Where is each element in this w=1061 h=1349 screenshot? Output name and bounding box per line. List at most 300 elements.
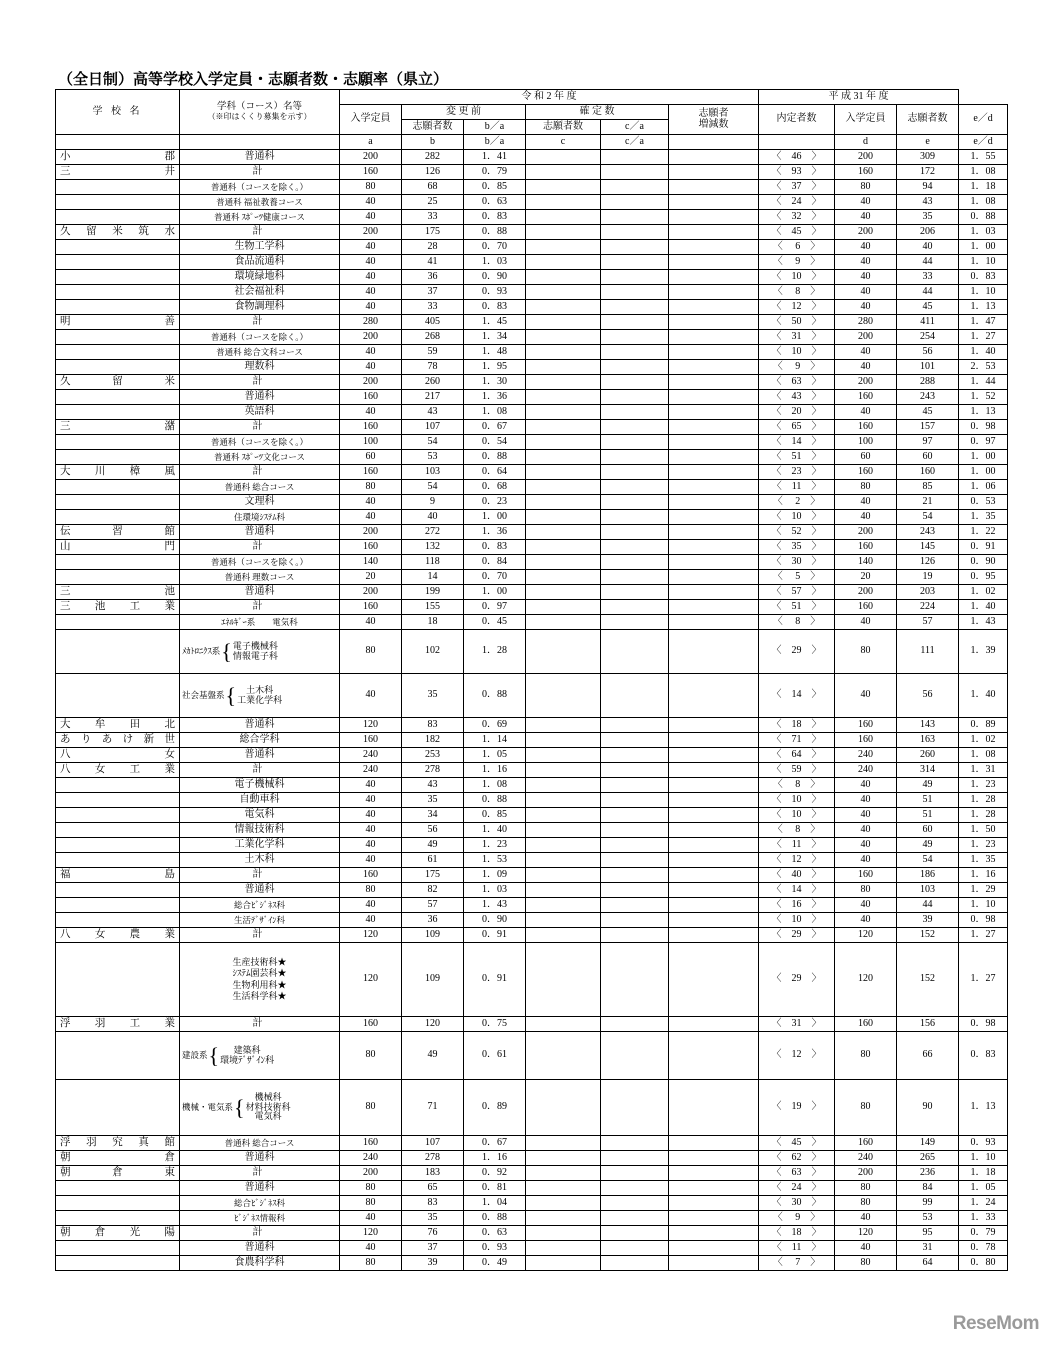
table-row [56,600,1008,615]
cell-naitei: 〈 14 〉 [759,435,835,450]
cell-teiin-r2: 160 [340,600,402,615]
school-name-cell [56,450,180,465]
cell-naitei: 〈 14 〉 [759,674,835,718]
school-name-cell [56,733,180,748]
cell-ratio-ba: 1．43 [464,898,526,913]
cell-teiin-r2: 40 [340,778,402,793]
cell-ratio-ed: 1．23 [959,838,1008,853]
header-ba: b／a [464,120,526,135]
cell-ratio-ca [601,450,669,465]
school-name-cell [56,360,180,375]
course-name-cell: 普通科（コースを除く。） [180,435,340,450]
cell-shigan-c [526,718,601,733]
cell-ratio-ed: 1．28 [959,808,1008,823]
cell-ratio-ed: 1．02 [959,585,1008,600]
cell-naitei: 〈 10 〉 [759,510,835,525]
cell-naitei: 〈 10 〉 [759,345,835,360]
cell-ratio-ed: 1．06 [959,480,1008,495]
course-name-cell: 普通科 [180,1151,340,1166]
table-row [56,853,1008,868]
cell-shigan-c [526,240,601,255]
cell-teiin-h31: 40 [835,913,897,928]
cell-teiin-h31: 40 [835,270,897,285]
cell-ratio-ed: 1．18 [959,1166,1008,1181]
cell-shigan-c [526,1166,601,1181]
cell-ratio-ed: 0．93 [959,1136,1008,1151]
cell-ratio-ca [601,525,669,540]
cell-ratio-ca [601,195,669,210]
cell-teiin-h31: 60 [835,450,897,465]
table-row [56,285,1008,300]
cell-zougen [669,555,759,570]
course-name-cell: 計 [180,165,340,180]
cell-shigan-c [526,1032,601,1080]
cell-ratio-ba: 0．92 [464,1166,526,1181]
cell-teiin-r2: 120 [340,928,402,943]
cell-shigan-c [526,1256,601,1271]
cell-shigan-c [526,733,601,748]
cell-shigan-b: 118 [402,555,464,570]
cell-shigan-h31: 66 [897,1032,959,1080]
cell-shigan-h31: 21 [897,495,959,510]
cell-shigan-c [526,450,601,465]
cell-zougen [669,868,759,883]
cell-teiin-h31: 200 [835,150,897,165]
course-name-cell: 普通科 [180,1181,340,1196]
cell-teiin-h31: 80 [835,1032,897,1080]
school-name-cell [56,943,180,1017]
cell-shigan-b: 40 [402,510,464,525]
cell-zougen [669,570,759,585]
cell-ratio-ca [601,405,669,420]
cell-shigan-b: 82 [402,883,464,898]
cell-naitei: 〈 31 〉 [759,330,835,345]
school-name-cell [56,778,180,793]
cell-zougen [669,853,759,868]
header-ed: e／d [959,105,1008,135]
school-name-cell [56,330,180,345]
cell-shigan-h31: 60 [897,450,959,465]
cell-teiin-h31: 40 [835,823,897,838]
school-name-cell [56,853,180,868]
cell-ratio-ed: 1．00 [959,240,1008,255]
cell-ratio-ba: 0．88 [464,793,526,808]
cell-shigan-c [526,674,601,718]
cell-ratio-ed: 1．13 [959,300,1008,315]
course-name-cell: 計 [180,1017,340,1032]
cell-naitei: 〈 12 〉 [759,1032,835,1080]
cell-ratio-ed: 0．98 [959,420,1008,435]
cell-teiin-h31: 140 [835,555,897,570]
cell-teiin-h31: 160 [835,390,897,405]
cell-ratio-ca [601,718,669,733]
cell-shigan-b: 57 [402,898,464,913]
course-name-cell: 総合ﾋﾞｼﾞﾈｽ科 [180,1196,340,1211]
table-row [56,225,1008,240]
cell-shigan-b: 59 [402,345,464,360]
cell-ratio-ba: 1．45 [464,315,526,330]
cell-ratio-ca [601,1256,669,1271]
cell-teiin-r2: 80 [340,1032,402,1080]
cell-shigan-b: 53 [402,450,464,465]
course-name-cell: 計 [180,868,340,883]
brace-icon: { [208,1042,220,1068]
cell-zougen [669,630,759,674]
course-name-cell: 普通科（コースを除く。） [180,330,340,345]
cell-ratio-ca [601,390,669,405]
table-row [56,943,1008,1017]
cell-teiin-h31: 40 [835,808,897,823]
cell-shigan-h31: 152 [897,928,959,943]
cell-teiin-h31: 80 [835,480,897,495]
course-name-cell: 普通科 総合文科コース [180,345,340,360]
cell-ratio-ed: 1．05 [959,1181,1008,1196]
school-name-cell [56,630,180,674]
cell-naitei: 〈 10 〉 [759,913,835,928]
cell-teiin-r2: 240 [340,748,402,763]
table-row [56,883,1008,898]
cell-shigan-h31: 288 [897,375,959,390]
cell-teiin-h31: 80 [835,1256,897,1271]
cell-zougen [669,808,759,823]
cell-teiin-r2: 160 [340,465,402,480]
cell-shigan-c [526,435,601,450]
cell-shigan-c [526,1226,601,1241]
cell-shigan-h31: 152 [897,943,959,1017]
cell-teiin-h31: 200 [835,375,897,390]
cell-zougen [669,778,759,793]
cell-ratio-ed: 1．33 [959,1211,1008,1226]
cell-naitei: 〈 12 〉 [759,853,835,868]
cell-teiin-r2: 40 [340,793,402,808]
course-name-cell: 文理科 [180,495,340,510]
cell-shigan-b: 35 [402,674,464,718]
cell-shigan-b: 405 [402,315,464,330]
cell-ratio-ed: 1．03 [959,225,1008,240]
table-row [56,1166,1008,1181]
table-row [56,195,1008,210]
cell-ratio-ed: 1．16 [959,868,1008,883]
table-row [56,733,1008,748]
cell-shigan-c [526,315,601,330]
cell-ratio-ca [601,1241,669,1256]
course-name-cell: 普通科 総合コース [180,480,340,495]
cell-teiin-h31: 40 [835,615,897,630]
cell-teiin-h31: 40 [835,778,897,793]
cell-naitei: 〈 11 〉 [759,838,835,853]
cell-teiin-r2: 40 [340,210,402,225]
cell-ratio-ba: 1．08 [464,778,526,793]
cell-shigan-h31: 143 [897,718,959,733]
cell-teiin-h31: 40 [835,255,897,270]
header-teiin-r2: 入学定員 [340,105,402,135]
cell-ratio-ca [601,1196,669,1211]
cell-naitei: 〈 30 〉 [759,1196,835,1211]
cell-teiin-h31: 80 [835,1196,897,1211]
cell-ratio-ba: 0．69 [464,718,526,733]
cell-naitei: 〈 63 〉 [759,1166,835,1181]
cell-ratio-ba: 1．36 [464,525,526,540]
cell-ratio-ed: 1．24 [959,1196,1008,1211]
cell-shigan-c [526,1080,601,1136]
cell-zougen [669,510,759,525]
course-name-cell: 計 [180,540,340,555]
cell-shigan-b: 9 [402,495,464,510]
cell-ratio-ca [601,600,669,615]
cell-ratio-ba: 1．09 [464,868,526,883]
cell-shigan-b: 217 [402,390,464,405]
cell-teiin-r2: 40 [340,913,402,928]
cell-ratio-ed: 0．97 [959,435,1008,450]
table-row [56,180,1008,195]
cell-shigan-c [526,375,601,390]
cell-ratio-ba: 0．90 [464,913,526,928]
table-row [56,165,1008,180]
cell-shigan-h31: 203 [897,585,959,600]
cell-teiin-r2: 140 [340,555,402,570]
cell-teiin-r2: 200 [340,375,402,390]
cell-teiin-r2: 160 [340,165,402,180]
school-name-cell [56,674,180,718]
cell-shigan-h31: 157 [897,420,959,435]
header-course-line1: 学科（コース）名等 [216,101,303,112]
cell-zougen [669,1256,759,1271]
cell-shigan-c [526,1017,601,1032]
school-name: 三 潴 [60,421,175,433]
cell-shigan-b: 268 [402,330,464,345]
cell-ratio-ba: 1．00 [464,510,526,525]
cell-shigan-b: 54 [402,480,464,495]
course-name-cell: 普通科 [180,525,340,540]
cell-shigan-c [526,210,601,225]
cell-ratio-ba: 0．54 [464,435,526,450]
cell-naitei: 〈 24 〉 [759,1181,835,1196]
cell-ratio-ed: 1．40 [959,674,1008,718]
cell-teiin-h31: 200 [835,330,897,345]
cell-shigan-h31: 35 [897,210,959,225]
cell-zougen [669,180,759,195]
cell-ratio-ca [601,270,669,285]
cell-ratio-ba: 0．89 [464,1080,526,1136]
cell-shigan-h31: 31 [897,1241,959,1256]
cell-shigan-h31: 43 [897,195,959,210]
cell-ratio-ba: 0．91 [464,943,526,1017]
cell-naitei: 〈 32 〉 [759,210,835,225]
cell-teiin-h31: 200 [835,225,897,240]
school-name-cell [56,838,180,853]
table-row [56,390,1008,405]
header-course-line2: （※印はくくり募集を示す） [207,111,312,121]
cell-shigan-c [526,868,601,883]
cell-teiin-h31: 240 [835,763,897,778]
table-row [56,1196,1008,1211]
cell-ratio-ca [601,585,669,600]
table-row [56,630,1008,674]
course-name-cell: 普通科 福祉教養コース [180,195,340,210]
cell-ratio-ba: 1．34 [464,330,526,345]
cell-ratio-ed: 0．90 [959,555,1008,570]
cell-shigan-c [526,778,601,793]
school-name-cell [56,823,180,838]
cell-ratio-ba: 1．08 [464,405,526,420]
cell-teiin-r2: 80 [340,1080,402,1136]
cell-shigan-c [526,585,601,600]
cell-naitei: 〈 8 〉 [759,285,835,300]
cell-naitei: 〈 59 〉 [759,763,835,778]
cell-ratio-ed: 1．10 [959,1151,1008,1166]
cell-shigan-h31: 314 [897,763,959,778]
school-name-cell [56,1226,180,1241]
letter-e: e [897,135,959,150]
school-name: 三 池 [60,586,175,598]
cell-teiin-h31: 40 [835,405,897,420]
cell-teiin-h31: 40 [835,495,897,510]
course-group: 機械・電気系 { 機械科 材料技術科 電気科 [182,1092,291,1122]
cell-shigan-b: 14 [402,570,464,585]
cell-shigan-b: 43 [402,778,464,793]
course-name-cell: 生活ﾃﾞｻﾞｲﾝ科 [180,913,340,928]
cell-zougen [669,480,759,495]
cell-teiin-r2: 80 [340,180,402,195]
cell-zougen [669,300,759,315]
school-name: 大 川 樟 風 [60,466,175,478]
letter-ed: e／d [959,135,1008,150]
course-name-cell: 普通科 [180,883,340,898]
cell-ratio-ca [601,808,669,823]
table-row [56,465,1008,480]
cell-zougen [669,1136,759,1151]
course-name-cell: 普通科（コースを除く。） [180,180,340,195]
cell-shigan-b: 260 [402,375,464,390]
cell-shigan-b: 36 [402,270,464,285]
school-name-cell [56,285,180,300]
cell-teiin-r2: 100 [340,435,402,450]
course-name-cell: 総合ﾋﾞｼﾞﾈｽ科 [180,898,340,913]
cell-ratio-ed: 1．10 [959,255,1008,270]
school-name-cell [56,210,180,225]
school-name-cell [56,540,180,555]
cell-teiin-h31: 40 [835,853,897,868]
cell-shigan-b: 76 [402,1226,464,1241]
cell-shigan-h31: 40 [897,240,959,255]
cell-ratio-ca [601,375,669,390]
cell-naitei: 〈 52 〉 [759,525,835,540]
table-row [56,345,1008,360]
table-row [56,495,1008,510]
cell-teiin-r2: 240 [340,1151,402,1166]
cell-zougen [669,1211,759,1226]
cell-teiin-h31: 40 [835,793,897,808]
cell-teiin-r2: 240 [340,763,402,778]
cell-shigan-c [526,495,601,510]
cell-ratio-ca [601,1032,669,1080]
table-row [56,525,1008,540]
letter-ca: c／a [601,135,669,150]
cell-shigan-b: 103 [402,465,464,480]
cell-shigan-h31: 64 [897,1256,959,1271]
cell-teiin-h31: 200 [835,1166,897,1181]
school-name-cell [56,240,180,255]
course-name-cell: 計 [180,315,340,330]
cell-shigan-h31: 260 [897,748,959,763]
cell-ratio-ca [601,225,669,240]
cell-shigan-c [526,360,601,375]
cell-shigan-c [526,748,601,763]
cell-shigan-h31: 97 [897,435,959,450]
cell-ratio-ca [601,793,669,808]
cell-ratio-ed: 0．78 [959,1241,1008,1256]
course-name-cell: 普通科 [180,390,340,405]
cell-shigan-b: 272 [402,525,464,540]
course-name-cell: 計 [180,600,340,615]
cell-teiin-h31: 80 [835,1181,897,1196]
cell-shigan-h31: 163 [897,733,959,748]
cell-ratio-ba: 0．45 [464,615,526,630]
cell-ratio-ca [601,928,669,943]
school-name: 大 牟 田 北 [60,719,175,731]
school-name-cell [56,225,180,240]
cell-teiin-r2: 80 [340,630,402,674]
cell-teiin-r2: 40 [340,1241,402,1256]
cell-teiin-h31: 40 [835,195,897,210]
cell-shigan-b: 68 [402,180,464,195]
table-row [56,1151,1008,1166]
cell-ratio-ba: 1．16 [464,763,526,778]
cell-shigan-b: 109 [402,943,464,1017]
letter-ba: b／a [464,135,526,150]
cell-ratio-ca [601,883,669,898]
cell-zougen [669,748,759,763]
cell-teiin-h31: 40 [835,240,897,255]
table-row [56,510,1008,525]
school-name-cell [56,375,180,390]
cell-ratio-ba: 0．75 [464,1017,526,1032]
cell-zougen [669,435,759,450]
school-name-cell [56,868,180,883]
cell-shigan-h31: 54 [897,510,959,525]
cell-teiin-r2: 160 [340,540,402,555]
cell-shigan-c [526,838,601,853]
cell-shigan-h31: 54 [897,853,959,868]
header-zougen-line2: 増減数 [698,118,729,130]
cell-teiin-h31: 160 [835,165,897,180]
cell-ratio-ca [601,495,669,510]
cell-shigan-b: 175 [402,868,464,883]
cell-naitei: 〈 64 〉 [759,748,835,763]
cell-shigan-c [526,853,601,868]
cell-teiin-r2: 200 [340,525,402,540]
cell-shigan-c [526,615,601,630]
course-name-cell: 計 [180,225,340,240]
cell-zougen [669,1032,759,1080]
school-name-cell [56,1256,180,1271]
cell-zougen [669,330,759,345]
cell-ratio-ed: 1．40 [959,600,1008,615]
cell-ratio-ed: 1．13 [959,1080,1008,1136]
header-zougen [669,105,759,135]
cell-shigan-b: 54 [402,435,464,450]
cell-shigan-c [526,913,601,928]
course-name-cell [180,1032,340,1080]
cell-teiin-r2: 40 [340,898,402,913]
course-name-cell: 英語科 [180,405,340,420]
cell-ratio-ba: 1．95 [464,360,526,375]
cell-shigan-h31: 243 [897,390,959,405]
cell-ratio-ba: 0．83 [464,300,526,315]
course-name-cell: 計 [180,1166,340,1181]
cell-shigan-c [526,465,601,480]
cell-shigan-b: 34 [402,808,464,823]
